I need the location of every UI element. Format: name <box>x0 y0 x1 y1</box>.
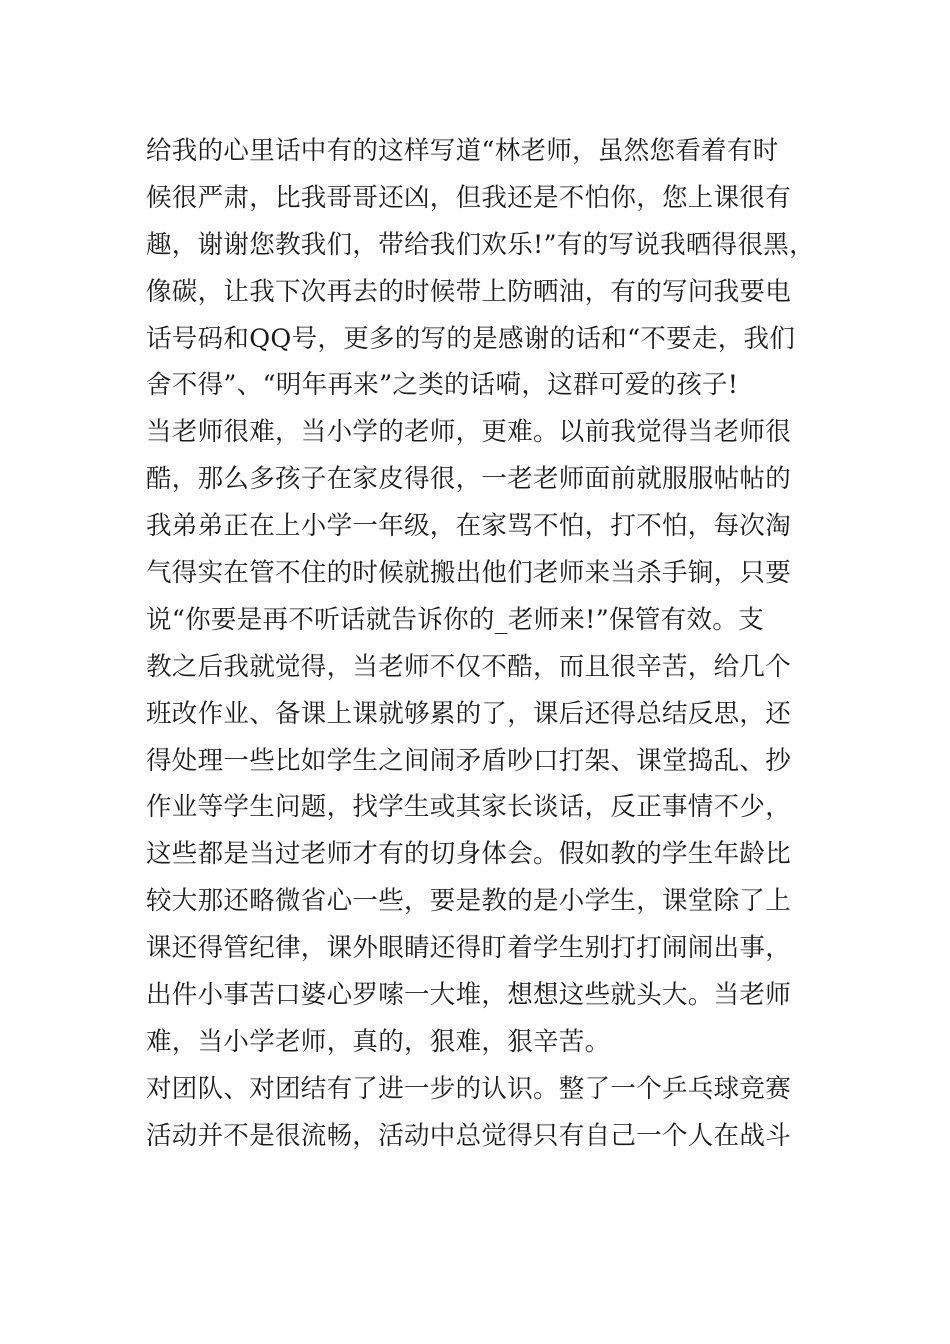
text-line: 说“你要是再不听话就告诉你的_老师来!”保管有效。支 <box>146 604 764 635</box>
text-line: 较大那还略微省心一些，要是教的是小学生，课堂除了上 <box>146 886 792 917</box>
text-line: 对团队、对团结有了进一步的认识。整了一个乒乓球竞赛 <box>146 1073 792 1104</box>
text-line: 难，当小学老师，真的，狠难，狠辛苦。 <box>146 1026 611 1057</box>
text-line: 我弟弟正在上小学一年级，在家骂不怕，打不怕，每次淘 <box>146 511 792 542</box>
text-line: 教之后我就觉得，当老师不仅不酷，而且很辛苦，给几个 <box>146 651 792 682</box>
text-line: 班改作业、备课上课就够累的了，课后还得总结反思，还 <box>146 698 792 729</box>
text-line: 这些都是当过老师才有的切身体会。假如教的学生年龄比 <box>146 839 792 870</box>
text-line: 作业等学生问题，找学生或其家长谈话，反正事情不少， <box>146 792 792 823</box>
text-line: 给我的心里话中有的这样写道“林老师，虽然您看着有时 <box>146 136 779 166</box>
text-line: 舍不得”、“明年再来”之类的话嗬，这群可爱的孩子! <box>146 370 739 401</box>
text-line: 得处理一些比如学生之间闹矛盾吵口打架、课堂捣乱、抄 <box>146 745 792 776</box>
text-line: 话号码和QQ号，更多的写的是感谢的话和“不要走，我们 <box>146 323 796 354</box>
text-line: 出件小事苦口婆心罗嗦一大堆，想想这些就头大。当老师 <box>146 980 792 1011</box>
text-line: 像碳，让我下次再去的时候带上防晒油，有的写问我要电 <box>146 276 792 307</box>
text-line: 活动并不是很流畅，活动中总觉得只有自己一个人在战斗 <box>146 1120 792 1151</box>
text-line: 趣，谢谢您教我们，带给我们欢乐!”有的写说我晒得很黑， <box>146 229 815 260</box>
text-line: 气得实在管不住的时候就搬出他们老师来当杀手锏，只要 <box>146 558 792 589</box>
text-line: 候很严肃，比我哥哥还凶，但我还是不怕你，您上课很有 <box>146 182 792 213</box>
text-line: 当老师很难，当小学的老师，更难。以前我觉得当老师很 <box>146 417 792 448</box>
text-line: 课还得管纪律，课外眼睛还得盯着学生别打打闹闹出事， <box>146 933 792 964</box>
text-line: 酷，那么多孩子在家皮得很，一老老师面前就服服帖帖的 <box>146 464 792 495</box>
body-text <box>146 128 836 1160</box>
